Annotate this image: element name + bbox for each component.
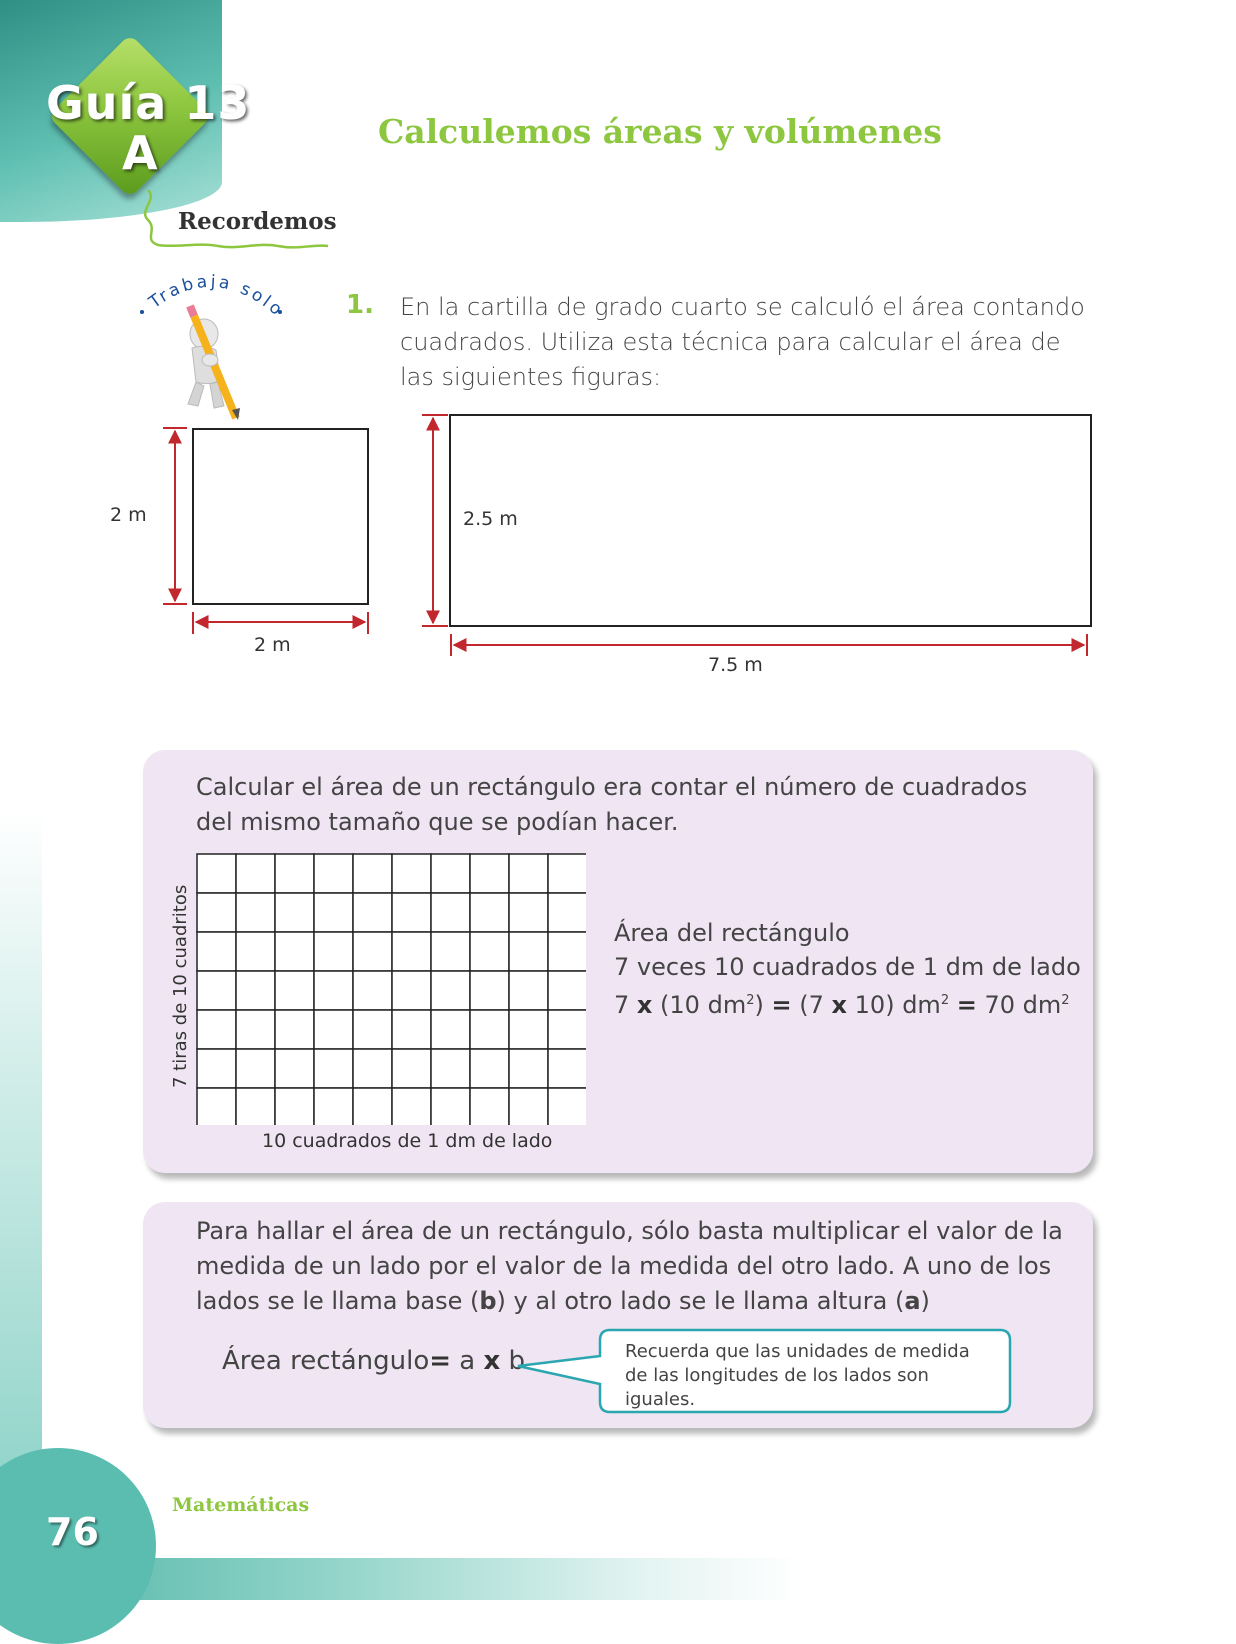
formula-b: b (508, 1346, 526, 1376)
formula-a: a (459, 1346, 476, 1376)
area-line2: 7 veces 10 cuadrados de 1 dm de lado (614, 953, 1081, 981)
guide-badge-letter: A (122, 126, 158, 180)
height-letter: a (904, 1287, 921, 1315)
grid-cell (314, 1088, 353, 1125)
square-figure (193, 429, 368, 604)
times-sign: x (636, 991, 653, 1019)
grid-cell (275, 1088, 314, 1125)
grid-cell (548, 1088, 586, 1125)
grid-cell (392, 1010, 431, 1049)
grid-cell (548, 932, 586, 971)
grid-cell (509, 1049, 548, 1088)
rectangle-figure (450, 415, 1091, 626)
box2-text-part1: Para hallar el área de un rectángulo, sólo basta multiplicar el valor de la medida de un lado por el valor de la medida del otro lado. A uno de los lados se le llama base ( (196, 1217, 1063, 1315)
area-formula-line (222, 1346, 525, 1376)
grid-cell (431, 1049, 470, 1088)
square-height-label: 2 m (110, 504, 147, 526)
grid-cell (197, 893, 236, 932)
grid-cell (509, 971, 548, 1010)
page-title: Calculemos áreas y volúmenes (378, 112, 942, 151)
formula-close-paren: ) (754, 991, 764, 1019)
grid-cell (314, 893, 353, 932)
grid-cell (431, 1010, 470, 1049)
grid-cell (548, 854, 586, 893)
grid-cell (353, 893, 392, 932)
grid-cell (236, 1010, 275, 1049)
grid-cell (197, 971, 236, 1010)
area-explanation (614, 916, 1081, 1022)
grid-cell (392, 893, 431, 932)
grid-cell (314, 932, 353, 971)
grid-cell (509, 1088, 548, 1125)
grid-cell (275, 1049, 314, 1088)
equals-sign: = (771, 991, 792, 1019)
grid-cell (353, 932, 392, 971)
exponent: 2 (1061, 993, 1070, 1008)
grid-cell (314, 854, 353, 893)
grid-cell (353, 1010, 392, 1049)
grid-cell (392, 932, 431, 971)
guide-badge-title: Guía 13 (46, 76, 251, 130)
grid-cell (197, 854, 236, 893)
rectangle-width-label: 7.5 m (708, 654, 763, 676)
formula-term-open-7: (7 (799, 991, 824, 1019)
section-label: Recordemos (178, 208, 337, 235)
box2-text-part2: ) y al otro lado se le llama altura ( (496, 1287, 905, 1315)
grid-cell (470, 854, 509, 893)
grid-cell (392, 971, 431, 1010)
exponent: 2 (746, 993, 755, 1008)
grid-cell (392, 854, 431, 893)
grid-cell (548, 1049, 586, 1088)
base-letter: b (479, 1287, 497, 1315)
grid-bottom-label: 10 cuadrados de 1 dm de lado (262, 1130, 553, 1152)
grid-cell (548, 1010, 586, 1049)
grid-cell (197, 1010, 236, 1049)
equals-sign: = (956, 991, 977, 1019)
grid-cell (275, 893, 314, 932)
box2-explanation-text (196, 1214, 1086, 1319)
grid-cell (314, 1010, 353, 1049)
figures-drawing (0, 0, 1236, 700)
formula-times: x (483, 1346, 501, 1376)
formula-equals: = (429, 1346, 452, 1376)
grid-cell (392, 1049, 431, 1088)
grid-cell (470, 1010, 509, 1049)
grid-cell (353, 971, 392, 1010)
formula-term-7: 7 (614, 991, 630, 1019)
formula-term-10-dm: 10) dm (854, 991, 941, 1019)
exponent: 2 (940, 993, 950, 1008)
grid-cell (236, 1049, 275, 1088)
grid-cell (509, 932, 548, 971)
callout-text: Recuerda que las unidades de medida de las longitudes de los lados son iguales. (625, 1341, 970, 1410)
unit-squares-grid (196, 853, 586, 1125)
grid-cell (431, 1088, 470, 1125)
grid-cell (275, 932, 314, 971)
grid-cell (470, 932, 509, 971)
grid-cell (197, 1088, 236, 1125)
grid-cell (236, 971, 275, 1010)
box2-text-part3: ) (920, 1287, 930, 1315)
grid-cell (197, 932, 236, 971)
grid-cell (275, 971, 314, 1010)
grid-side-label: 7 tiras de 10 cuadritos (170, 884, 191, 1088)
formula-result: 70 dm (984, 991, 1062, 1019)
grid-cell (236, 932, 275, 971)
grid-cell (431, 893, 470, 932)
formula-label: Área rectángulo (222, 1346, 430, 1376)
grid-cell (236, 854, 275, 893)
area-title: Área del rectángulo (614, 919, 850, 947)
grid-cell (314, 971, 353, 1010)
times-sign: x (831, 991, 848, 1019)
question-text: En la cartilla de grado cuarto se calculó el área contando cuadrados. Utiliza esta técnica para calcular el área de las siguientes figuras: (400, 293, 1085, 391)
page-number: 76 (46, 1510, 99, 1554)
grid-cell (431, 854, 470, 893)
grid-cell (431, 971, 470, 1010)
formula-term-10dm: (10 dm (660, 991, 747, 1019)
grid-cell (470, 893, 509, 932)
grid-cell (236, 893, 275, 932)
square-width-label: 2 m (254, 634, 291, 656)
grid-cell (314, 1049, 353, 1088)
grid-cell (470, 1049, 509, 1088)
grid-cell (353, 1088, 392, 1125)
area-formula (614, 984, 1081, 1022)
question-number: 1. (346, 290, 374, 320)
trabaja-solo-label: Trabaja solo (145, 271, 288, 322)
grid-cell (431, 932, 470, 971)
grid-cell (470, 1088, 509, 1125)
box1-intro-text: Calcular el área de un rectángulo era contar el número de cuadrados del mismo tamaño que se podían hacer. (196, 773, 1028, 836)
grid-cell (509, 1010, 548, 1049)
rectangle-height-label: 2.5 m (463, 508, 518, 530)
grid-cell (275, 854, 314, 893)
grid-cell (548, 893, 586, 932)
grid-cell (509, 893, 548, 932)
grid-cell (353, 1049, 392, 1088)
footer-subject: Matemáticas (172, 1494, 310, 1516)
grid-cell (197, 1049, 236, 1088)
grid-cell (509, 854, 548, 893)
grid-cell (236, 1088, 275, 1125)
grid-cell (548, 971, 586, 1010)
grid-cell (353, 854, 392, 893)
grid-cell (470, 971, 509, 1010)
grid-cell (275, 1010, 314, 1049)
grid-cell (392, 1088, 431, 1125)
